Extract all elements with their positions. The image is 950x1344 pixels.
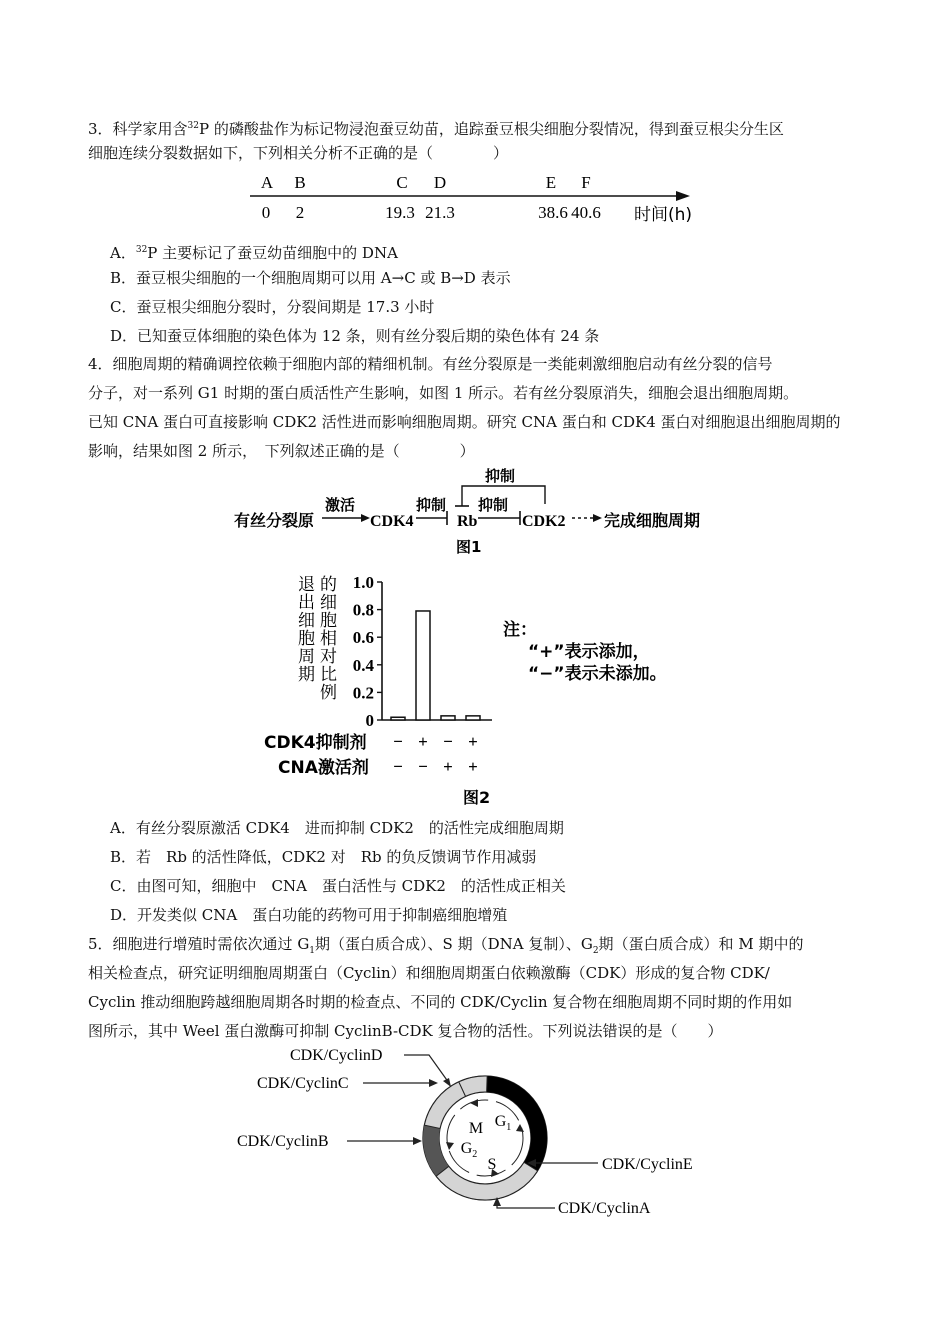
- timeline-letter-d: D: [433, 173, 447, 192]
- timeline-letter-b: B: [294, 173, 306, 192]
- q4-figure2-chart: [260, 565, 710, 810]
- fig2-caption: 图2: [463, 788, 491, 807]
- cdk-cyclin-c-label: CDK/CyclinC: [257, 1075, 349, 1092]
- fig2-y-tick-label: 1.0: [352, 573, 374, 592]
- fig2-sign: −: [393, 757, 403, 776]
- q3-option-d: D．已知蚕豆体细胞的染色体为 12 条，则有丝分裂后期的染色体有 24 条: [110, 327, 600, 345]
- q5-stem-part-b: 期（蛋白质合成）、S 期（DNA 复制）、G: [315, 935, 593, 953]
- q3-option-a: [110, 240, 398, 263]
- fig2-sign: +: [418, 732, 428, 751]
- fig1-label-inhibit1: 抑制: [416, 496, 447, 514]
- q3-option-a-prefix: A．: [110, 244, 136, 262]
- q3-superscript: 32: [187, 121, 199, 131]
- fig1-node-rb: Rb: [457, 513, 478, 530]
- fig2-y-tick-label: 0.2: [352, 683, 374, 703]
- q5-stem-line4: 图所示，其中 Weel 蛋白激酶可抑制 CyclinB-CDK 复合物的活性。下列说法错误的是（ ）: [88, 1022, 723, 1040]
- q4-stem-line4: 影响，结果如图 2 所示， 下列叙述正确的是（ ）: [88, 442, 475, 460]
- phase-s-label: S: [487, 1156, 497, 1173]
- timeline-value-f: 40.6: [571, 203, 601, 222]
- q3-stem-line2: 细胞连续分裂数据如下，下列相关分析不正确的是（ ）: [88, 144, 509, 162]
- timeline-axis-label: 时间(h): [634, 205, 693, 225]
- fig2-sign: −: [418, 757, 428, 776]
- fig2-note-minus: “−”表示未添加。: [528, 664, 667, 684]
- timeline-letter-e: E: [545, 173, 557, 192]
- q4-stem-line1: 4．细胞周期的精确调控依赖于细胞内部的精细机制。有丝分裂原是一类能刺激细胞启动有丝分裂的信号: [88, 355, 773, 373]
- fig2-bar: [466, 716, 480, 720]
- q5-subscript-1: 1: [309, 946, 316, 956]
- fig2-y-tick-label: 0.8: [352, 600, 374, 620]
- q4-option-d: D．开发类似 CNA 蛋白功能的药物可用于抑制癌细胞增殖: [110, 906, 508, 924]
- q5-subscript-2: 2: [592, 946, 599, 956]
- m-segment: [424, 1082, 465, 1129]
- cdk-cyclin-e-label: CDK/CyclinE: [602, 1156, 693, 1173]
- q4-option-c: C．由图可知，细胞中 CNA 蛋白活性与 CDK2 的活性成正相关: [110, 877, 566, 895]
- phase-m-label: M: [468, 1120, 484, 1137]
- q5-cell-cycle-diagram: [225, 1043, 725, 1228]
- q5-stem-line2: 相关检查点，研究证明细胞周期蛋白（Cyclin）和细胞周期蛋白依赖激酶（CDK）形成的复合物 CDK/: [88, 964, 770, 982]
- fig2-y-tick-label: 0.6: [352, 628, 374, 648]
- fig2-y-axis-label-part: 的细胞相对比例: [316, 575, 336, 701]
- fig1-caption: 图1: [456, 538, 482, 556]
- timeline-value-a: 0: [261, 203, 271, 222]
- cdk-cyclin-d-label: CDK/CyclinD: [290, 1047, 383, 1064]
- fig1-node-mitogen: 有丝分裂原: [234, 511, 315, 530]
- fig2-bar: [391, 717, 405, 720]
- timeline-value-b: 2: [295, 203, 305, 222]
- fig2-bar: [416, 611, 430, 720]
- q3-option-a-superscript: 32: [135, 245, 148, 255]
- cdk-cyclin-b-label: CDK/CyclinB: [237, 1133, 329, 1150]
- timeline-value-c: 19.3: [385, 203, 415, 222]
- fig2-sign: −: [443, 732, 453, 751]
- fig2-bar: [441, 716, 455, 720]
- timeline-letter-c: C: [396, 173, 408, 192]
- timeline-value-e: 38.6: [538, 203, 568, 222]
- fig2-y-axis-label-part: 退出细胞周期: [294, 575, 314, 683]
- fig2-sign: +: [443, 757, 453, 776]
- q3-option-c: C．蚕豆根尖细胞分裂时，分裂间期是 17.3 小时: [110, 298, 435, 316]
- fig2-row1-label: CDK4抑制剂: [264, 733, 367, 753]
- fig1-label-feedback-inhibit: 抑制: [485, 467, 516, 485]
- fig2-note-title: 注：: [503, 620, 537, 640]
- fig2-y-axis-label: [294, 575, 337, 701]
- fig2-note-plus: “+”表示添加，: [528, 642, 650, 662]
- fig1-node-complete-cycle: 完成细胞周期: [604, 511, 701, 530]
- q4-option-b: B．若 Rb 的活性降低，CDK2 对 Rb 的负反馈调节作用减弱: [110, 848, 537, 866]
- q4-option-a: A．有丝分裂原激活 CDK4 进而抑制 CDK2 的活性完成细胞周期: [110, 819, 564, 837]
- fig2-y-tick-label: 0.4: [352, 655, 374, 675]
- q4-stem-line3: 已知 CNA 蛋白可直接影响 CDK2 活性进而影响细胞周期。研究 CNA 蛋白和 CDK4 蛋白对细胞退出细胞周期的: [88, 413, 841, 431]
- fig1-label-inhibit2: 抑制: [478, 496, 509, 514]
- q3-timeline: [240, 168, 710, 228]
- cdk-cyclin-a-label: CDK/CyclinA: [558, 1200, 651, 1217]
- timeline-value-d: 21.3: [425, 203, 455, 222]
- q5-stem-line3: Cyclin 推动细胞跨越细胞周期各时期的检查点、不同的 CDK/Cyclin 复合物在细胞周期不同时期的作用如: [88, 993, 793, 1011]
- fig1-node-cdk2: CDK2: [522, 513, 566, 530]
- q5-stem-part-c: 期（蛋白质合成）和 M 期中的: [598, 935, 804, 953]
- fig1-label-activate: 激活: [325, 496, 356, 514]
- fig2-sign: +: [468, 732, 478, 751]
- fig2-sign: −: [393, 732, 403, 751]
- timeline-letter-a: A: [260, 173, 274, 192]
- q4-stem-line2: 分子，对一系列 G1 时期的蛋白质活性产生影响，如图 1 所示。若有丝分裂原消失，细胞会退出细胞周期。: [88, 384, 799, 402]
- fig2-row2-label: CNA激活剂: [278, 758, 369, 778]
- phase-g2-label: $G_2$: [460, 1140, 478, 1160]
- q4-figure1: [230, 464, 720, 559]
- fig1-node-cdk4: CDK4: [370, 513, 414, 530]
- q3-option-b: B．蚕豆根尖细胞的一个细胞周期可以用 A→C 或 B→D 表示: [110, 269, 511, 287]
- q3-option-a-text: P 主要标记了蚕豆幼苗细胞中的 DNA: [147, 244, 398, 262]
- q3-stem-text: 3．科学家用含: [88, 120, 188, 138]
- fig2-sign: +: [468, 757, 478, 776]
- phase-g1-label: $G_1$: [494, 1113, 512, 1133]
- fig2-y-tick-label: 0: [365, 711, 374, 730]
- fig2-axes: [382, 582, 492, 720]
- q5-stem-part-a: 5．细胞进行增殖时需依次通过 G: [88, 935, 310, 953]
- q3-stem-line1: [88, 116, 784, 139]
- g2-segment: [423, 1125, 449, 1176]
- q5-stem-line1: [88, 934, 803, 961]
- timeline-letter-f: F: [581, 173, 591, 192]
- q3-stem-text-2: P 的磷酸盐作为标记物浸泡蚕豆幼苗，追踪蚕豆根尖细胞分裂情况，得到蚕豆根尖分生区: [199, 120, 784, 138]
